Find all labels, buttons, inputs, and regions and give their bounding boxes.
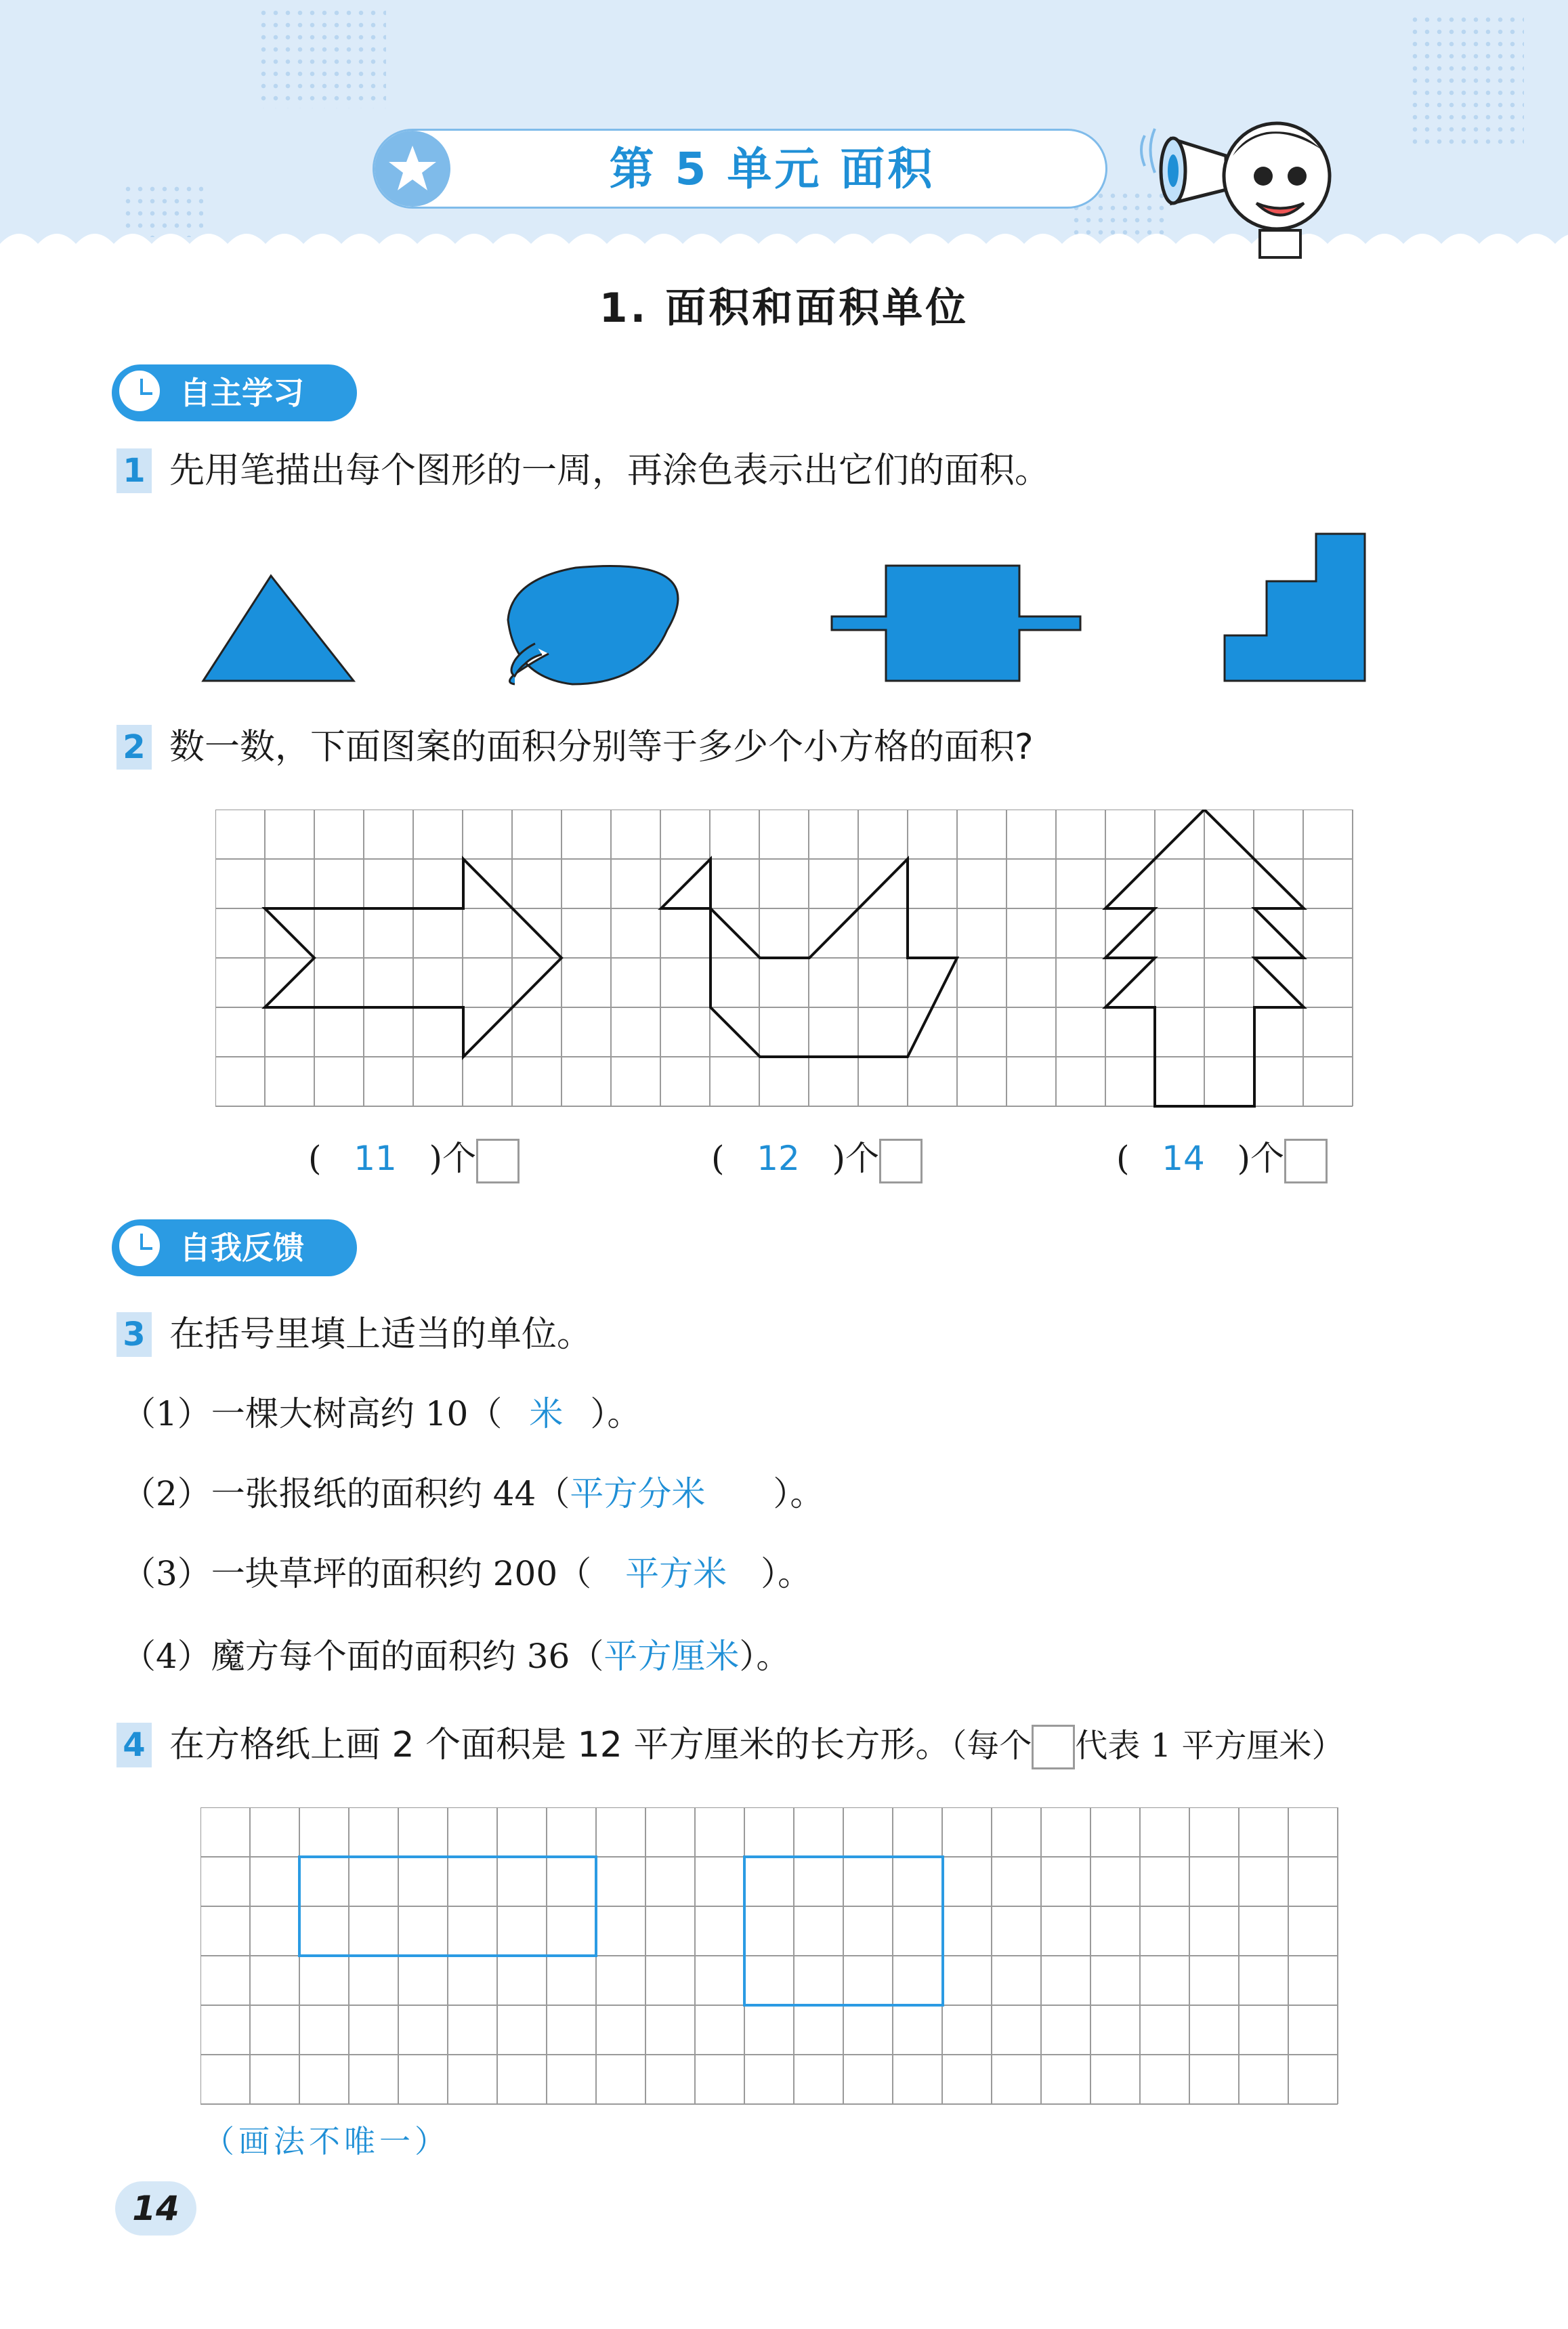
page-number: 14 bbox=[115, 2181, 196, 2236]
q2-answer-1: ( 11 )个 bbox=[308, 1135, 520, 1183]
cross-rectangle-shape bbox=[832, 566, 1080, 681]
q4-grid bbox=[200, 1807, 1338, 2109]
question-text: 先用笔描出每个图形的一周，再涂色表示出它们的面积。 bbox=[169, 450, 1051, 491]
section-self-study bbox=[112, 364, 357, 421]
q2-answer-2: ( 12 )个 bbox=[711, 1135, 923, 1183]
unit-square-icon bbox=[476, 1139, 520, 1183]
answer-value: 平方分米 bbox=[570, 1474, 706, 1513]
q3-item-3: （3）一块草坪的面积约 200（ 平方米 ）。 bbox=[122, 1550, 811, 1597]
q4-footnote: （画法不唯一） bbox=[203, 2123, 450, 2160]
question-number: 1 bbox=[116, 448, 152, 493]
clock-icon bbox=[116, 367, 163, 415]
clock-icon bbox=[116, 1222, 163, 1270]
question-number: 3 bbox=[116, 1312, 152, 1357]
answer-value: 14 bbox=[1162, 1139, 1205, 1178]
q3-item-1: （1）一棵大树高约 10（ 米 ）。 bbox=[122, 1390, 641, 1438]
answer-value: 12 bbox=[757, 1139, 800, 1178]
answer-value: 米 bbox=[529, 1394, 564, 1433]
question-text: 数一数，下面图案的面积分别等于多少个小方格的面积? bbox=[169, 727, 1034, 768]
lesson-title: 1. 面积和面积单位 bbox=[599, 285, 969, 332]
question-text: 在括号里填上适当的单位。 bbox=[169, 1314, 593, 1355]
q3-item-4: （4）魔方每个面的面积约 36（平方厘米）。 bbox=[122, 1637, 790, 1676]
megaphone-boy-icon bbox=[1131, 102, 1355, 264]
unit-square-icon bbox=[1284, 1139, 1328, 1183]
answer-value: 平方米 bbox=[625, 1554, 727, 1593]
leaf-shape bbox=[508, 566, 678, 684]
staircase-shape bbox=[1225, 534, 1365, 681]
star-icon bbox=[375, 131, 450, 207]
section-label: 自主学习 bbox=[179, 375, 304, 411]
unit-square-icon bbox=[1032, 1725, 1075, 1769]
section-label: 自我反馈 bbox=[179, 1230, 304, 1266]
unit-title: 第 5 单元 面积 bbox=[609, 143, 935, 195]
question-number: 2 bbox=[116, 725, 152, 770]
question-number: 4 bbox=[116, 1723, 152, 1767]
q3-item-2: （2）一张报纸的面积约 44（平方分米 ）。 bbox=[122, 1470, 824, 1517]
q1-shapes bbox=[196, 522, 1389, 691]
q2-grid bbox=[215, 810, 1355, 1108]
triangle-shape bbox=[203, 576, 354, 681]
answer-value: 平方厘米 bbox=[603, 1637, 740, 1676]
question-text: 在方格纸上画 2 个面积是 12 平方厘米的长方形。（每个 代表 1 平方厘米） bbox=[169, 1721, 1344, 1769]
decorative-dots bbox=[1409, 14, 1524, 149]
q2-answer-3: ( 14 )个 bbox=[1116, 1135, 1328, 1183]
section-self-feedback bbox=[112, 1219, 357, 1276]
decorative-dots bbox=[257, 7, 386, 108]
answer-value: 11 bbox=[354, 1139, 397, 1178]
unit-square-icon bbox=[879, 1139, 923, 1183]
